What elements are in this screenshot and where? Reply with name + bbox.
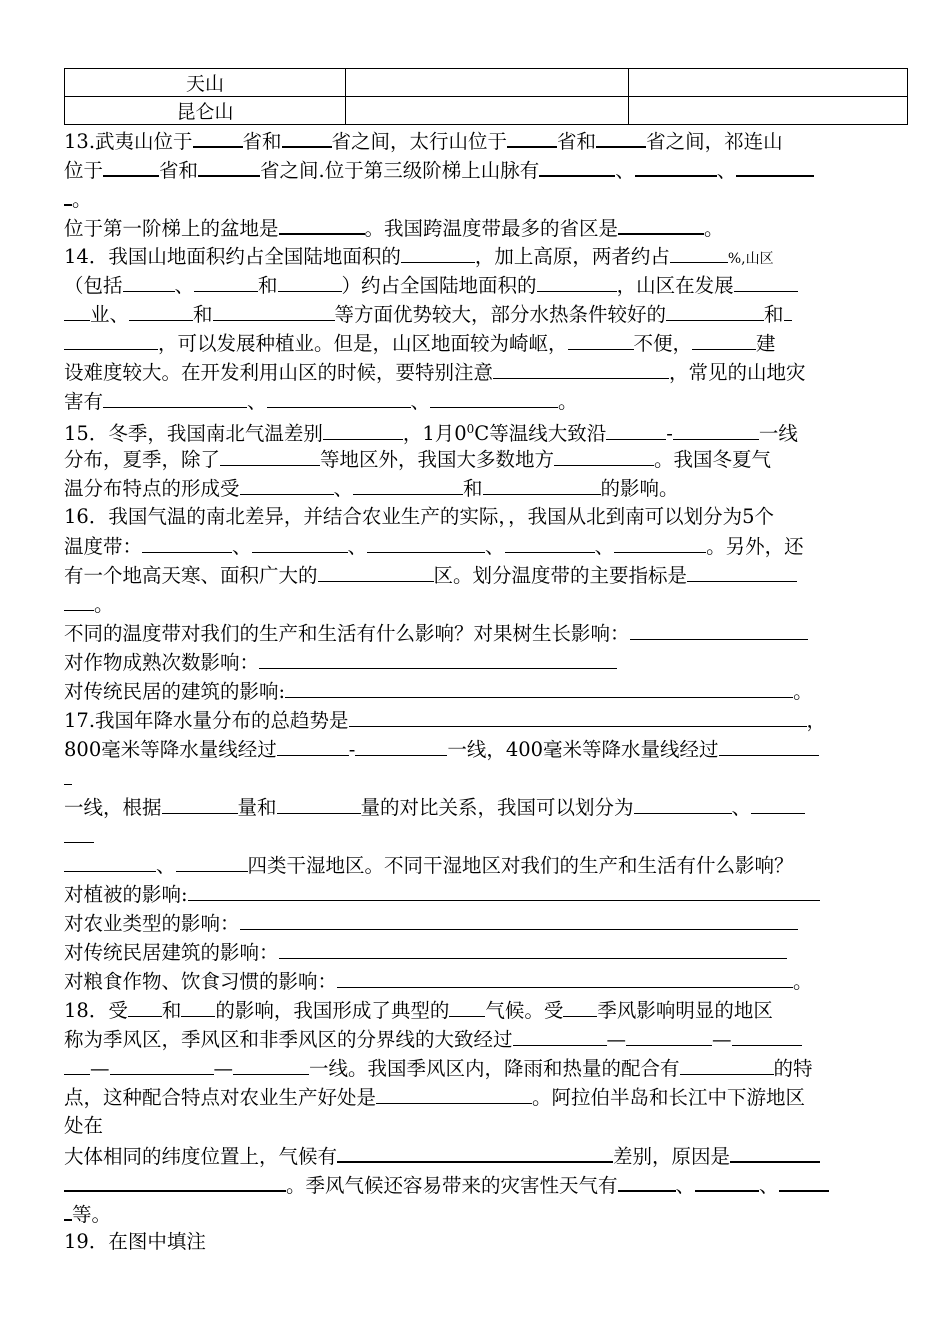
answer-blank[interactable]	[220, 444, 320, 466]
q15-line-1: 15．冬季，我国南北气温差别 ，1月$0^0C$等温线大致沿 - 一线	[64, 415, 882, 444]
answer-blank[interactable]	[563, 995, 597, 1017]
answer-blank[interactable]	[355, 734, 447, 756]
answer-blank[interactable]	[193, 125, 243, 148]
answer-blank[interactable]	[734, 270, 798, 292]
answer-blank[interactable]	[240, 908, 798, 930]
q17-line-6: 、 四类干湿地区。不同干湿地区对我们的生产和生活有什么影响？	[64, 850, 882, 879]
answer-blank[interactable]	[194, 270, 258, 292]
q17-line-1: 17.我国年降水量分布的总趋势是 ，	[64, 705, 882, 734]
answer-blank[interactable]	[103, 386, 247, 408]
answer-blank[interactable]	[285, 676, 793, 698]
q17-line-5	[64, 821, 882, 850]
answer-blank[interactable]	[493, 357, 669, 379]
answer-blank[interactable]	[198, 154, 260, 177]
q14-line-5: 设难度较大。在开发利用山区的时候，要特别注意 ，常见的山地灾	[64, 357, 882, 386]
answer-blank[interactable]	[687, 560, 797, 582]
answer-blank[interactable]	[64, 183, 72, 206]
q18-line-8: 等。	[64, 1198, 882, 1227]
answer-blank[interactable]	[176, 850, 248, 872]
answer-blank[interactable]	[129, 299, 193, 321]
q17-line-7: 对植被的影响:	[64, 879, 882, 908]
answer-blank[interactable]	[507, 125, 557, 148]
answer-blank[interactable]	[695, 1169, 759, 1192]
answer-blank[interactable]	[666, 299, 764, 321]
answer-blank[interactable]	[537, 270, 617, 292]
answer-blank[interactable]	[128, 995, 162, 1017]
q16-line-2: 温度带： 、 、 、 、 。另外，还	[64, 531, 882, 560]
q16-line-4: 。	[64, 589, 882, 618]
q18-line-7: 。季风气候还容易带来的灾害性天气有 、 、	[64, 1169, 882, 1198]
answer-blank[interactable]	[449, 995, 485, 1017]
answer-blank[interactable]	[680, 1053, 774, 1075]
answer-blank[interactable]	[64, 328, 158, 350]
q15-line-2: 分布，夏季，除了 等地区外，我国大多数地方 。我国冬夏气	[64, 444, 882, 473]
q17-line-8: 对农业类型的影响：	[64, 908, 882, 937]
answer-blank[interactable]	[142, 531, 232, 553]
q14-line-1: 14．我国山地面积约占全国陆地面积的 ，加上高原，两者约占 %,山区	[64, 241, 882, 270]
answer-blank[interactable]	[430, 386, 558, 408]
answer-blank[interactable]	[267, 386, 411, 408]
q16-line-3: 有一个地高天寒、面积广大的 区。划分温度带的主要指标是	[64, 560, 882, 589]
q13-line-3: 。	[64, 183, 882, 212]
q18-line-1: 18．受 和 的影响，我国形成了典型的 气候。受 季风影响明显的地区	[64, 995, 882, 1024]
q18-line-5: 处在	[64, 1114, 104, 1137]
answer-blank[interactable]	[337, 1140, 613, 1163]
table-cell-blank[interactable]	[629, 69, 908, 97]
answer-blank[interactable]	[376, 1082, 532, 1104]
answer-blank[interactable]	[618, 212, 704, 235]
answer-blank[interactable]	[692, 328, 756, 350]
answer-blank[interactable]	[513, 1024, 607, 1046]
answer-blank[interactable]	[64, 763, 72, 785]
table-cell-blank[interactable]	[346, 97, 629, 125]
q16-line-6: 对作物成熟次数影响：	[64, 647, 882, 676]
answer-blank[interactable]	[483, 473, 601, 495]
answer-blank[interactable]	[64, 1198, 72, 1221]
q14-line-3: 业、 和 等方面优势较大，部分水热条件较好的 和	[64, 299, 882, 328]
q18-line-6: 大体相同的纬度位置上，气候有 差别，原因是	[64, 1140, 882, 1169]
table-cell-name: 昆仑山	[65, 97, 346, 125]
q15-line-3: 温分布特点的形成受 、 和 的影响。	[64, 473, 882, 502]
answer-blank[interactable]	[64, 589, 94, 611]
q17-line-3	[64, 763, 882, 792]
answer-blank[interactable]	[568, 328, 634, 350]
answer-blank[interactable]	[635, 154, 717, 177]
answer-blank[interactable]	[64, 850, 156, 872]
q18-line-2: 称为季风区，季风区和非季风区的分界线的大致经过 — —	[64, 1024, 882, 1053]
answer-blank[interactable]	[367, 531, 485, 553]
q13-line-1: 13.武夷山位于 省和 省之间，太行山位于 省和 省之间，祁连山	[64, 125, 882, 154]
q17-line-9: 对传统民居建筑的影响：	[64, 937, 882, 966]
answer-blank[interactable]	[349, 705, 807, 727]
q14-line-4: ，可以发展种植业。但是，山区地面较为崎岖， 不便， 建	[64, 328, 882, 357]
q14-line-2: （包括 、 和 ）约占全国陆地面积的 ，山区在发展	[64, 270, 882, 299]
answer-blank[interactable]	[64, 1053, 90, 1075]
q16-line-1: 16．我国气温的南北差异，并结合农业生产的实际，，我国从北到南可以划分为5个	[64, 505, 774, 528]
answer-blank[interactable]	[614, 531, 706, 553]
answer-blank[interactable]	[751, 792, 805, 814]
answer-blank[interactable]	[277, 792, 361, 814]
answer-blank[interactable]	[213, 299, 335, 321]
answer-blank[interactable]	[282, 125, 332, 148]
q14-line-6: 害有 、 、 。	[64, 386, 882, 415]
q13-line-4: 位于第一阶梯上的盆地是 。我国跨温度带最多的省区是 。	[64, 212, 882, 241]
answer-blank[interactable]	[277, 734, 349, 756]
answer-blank[interactable]	[736, 154, 814, 177]
answer-blank[interactable]	[596, 125, 646, 148]
q16-line-5: 不同的温度带对我们的生产和生活有什么影响？对果树生长影响：	[64, 618, 882, 647]
answer-blank[interactable]	[634, 792, 732, 814]
table-row	[65, 69, 908, 97]
answer-blank[interactable]	[618, 1169, 676, 1192]
q18-line-3: — — 一线。我国季风区内，降雨和热量的配合有 的特	[64, 1053, 882, 1082]
answer-blank[interactable]	[539, 154, 615, 177]
answer-blank[interactable]	[784, 299, 792, 321]
answer-blank[interactable]	[630, 618, 808, 640]
answer-blank[interactable]	[110, 1053, 214, 1075]
answer-blank[interactable]	[505, 531, 595, 553]
answer-blank[interactable]	[252, 531, 348, 553]
answer-blank[interactable]	[626, 1024, 712, 1046]
answer-blank[interactable]	[279, 212, 365, 235]
answer-blank[interactable]	[123, 270, 175, 292]
q16-line-7: 对传统民居的建筑的影响: 。	[64, 676, 882, 705]
answer-blank[interactable]	[181, 995, 215, 1017]
answer-blank[interactable]	[353, 473, 463, 495]
answer-blank[interactable]	[188, 879, 820, 901]
q17-line-10: 对粮食作物、饮食习惯的影响： 。	[64, 966, 882, 995]
q17-line-2: 800毫米等降水量线经过 - 一线，400毫米等降水量线经过	[64, 734, 882, 763]
answer-blank[interactable]	[323, 418, 403, 440]
answer-blank[interactable]	[279, 937, 787, 959]
table-cell-blank[interactable]	[629, 97, 908, 125]
answer-blank[interactable]	[719, 734, 819, 756]
mountain-table	[64, 68, 908, 125]
answer-blank[interactable]	[337, 966, 793, 988]
answer-blank[interactable]	[779, 1169, 829, 1192]
answer-blank[interactable]	[318, 560, 434, 582]
table-cell-blank[interactable]	[346, 69, 629, 97]
answer-blank[interactable]	[401, 241, 475, 263]
answer-blank[interactable]	[606, 418, 666, 440]
q17-line-4: 一线，根据 量和 量的对比关系，我国可以划分为 、	[64, 792, 882, 821]
answer-blank[interactable]	[554, 444, 654, 466]
answer-blank[interactable]	[732, 1024, 802, 1046]
answer-blank[interactable]	[259, 647, 617, 669]
answer-blank[interactable]	[730, 1140, 820, 1163]
answer-blank[interactable]	[278, 270, 342, 292]
answer-blank[interactable]	[162, 792, 238, 814]
answer-blank[interactable]	[64, 1169, 286, 1192]
table-cell-name: 天山	[65, 69, 346, 97]
answer-blank[interactable]	[103, 154, 159, 177]
answer-blank[interactable]	[64, 821, 94, 843]
answer-blank[interactable]	[233, 1053, 309, 1075]
q13-line-2: 位于 省和 省之间.位于第三级阶梯上山脉有 、 、	[64, 154, 882, 183]
q19-line-1: 19．在图中填注	[64, 1230, 206, 1253]
answer-blank[interactable]	[670, 241, 728, 263]
answer-blank[interactable]	[64, 299, 90, 321]
table-row	[65, 97, 908, 125]
answer-blank[interactable]	[673, 418, 759, 440]
worksheet	[64, 68, 882, 1256]
answer-blank[interactable]	[240, 473, 334, 495]
q18-line-4: 点，这种配合特点对农业生产好处是 。阿拉伯半岛和长江中下游地区	[64, 1082, 882, 1111]
